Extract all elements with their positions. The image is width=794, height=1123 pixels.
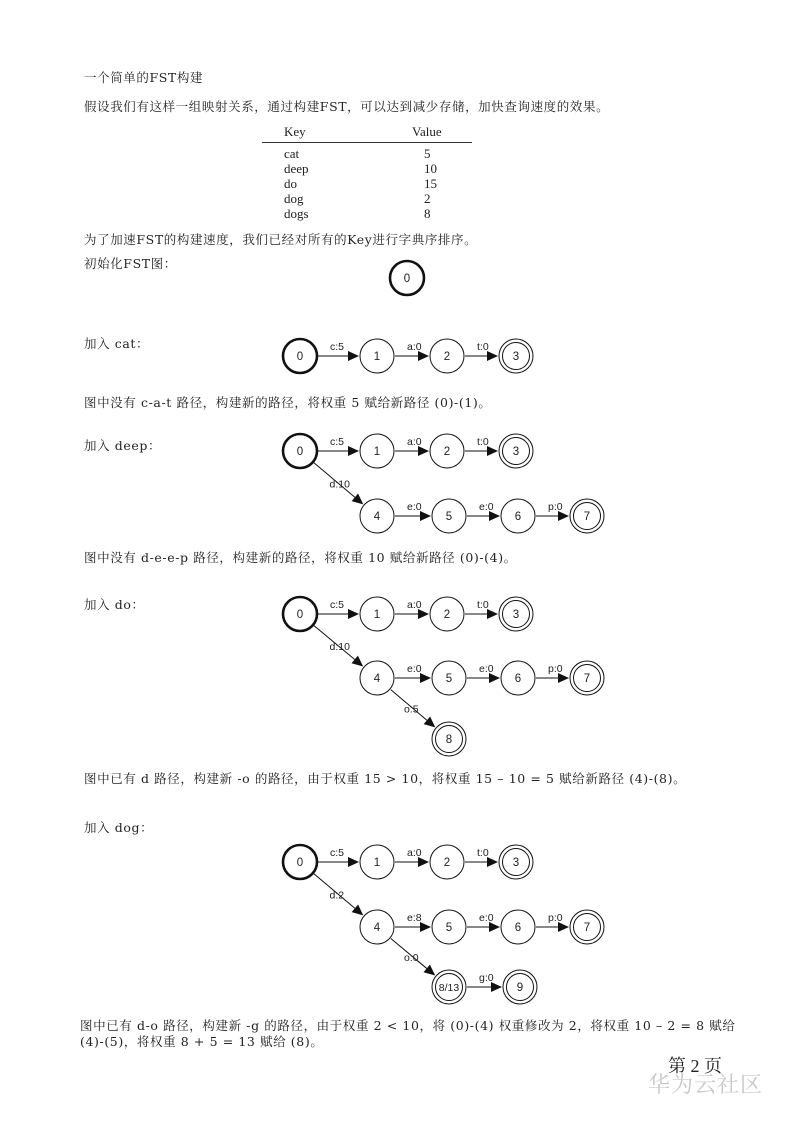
fst-state (430, 434, 464, 468)
state-label: 5 (445, 673, 453, 685)
table-cell-value: 2 (424, 191, 431, 206)
edge-label: d:2 (329, 889, 345, 902)
fst-edge (467, 972, 502, 992)
state-label: 4 (373, 673, 381, 685)
edge-label: c:5 (330, 599, 345, 611)
fst-state (501, 661, 535, 695)
fst-edge (465, 847, 498, 867)
edge-label: e:0 (479, 663, 494, 675)
state-label: 2 (443, 609, 451, 621)
fst-state (360, 910, 394, 944)
fst-state (430, 597, 464, 631)
table-header-value: Value (412, 124, 442, 139)
fst-edge (318, 847, 359, 867)
fst-edge (465, 436, 498, 456)
fst-diagram-deep (0, 425, 794, 540)
edge-label: e:8 (407, 912, 422, 924)
state-label: 5 (445, 922, 453, 934)
state-label: 8/13 (438, 982, 460, 994)
edge-label: a:0 (407, 341, 422, 353)
state-label: 4 (373, 511, 381, 523)
edge-label: a:0 (407, 599, 422, 611)
table-cell-value: 8 (424, 206, 431, 221)
edge-label: a:0 (407, 847, 422, 859)
state-label: 1 (373, 609, 381, 621)
init-label: 初始化FST图： (84, 256, 177, 271)
state-label: 4 (373, 922, 381, 934)
fst-state (432, 722, 466, 756)
fst-state (432, 661, 466, 695)
table-cell-key: dogs (284, 206, 309, 221)
fst-state (432, 910, 466, 944)
fst-diagram-init (0, 250, 794, 310)
state-label: 0 (296, 609, 304, 621)
fst-edge (536, 663, 569, 683)
fst-state (499, 597, 533, 631)
table-row (262, 176, 472, 191)
edge-label: c:5 (330, 847, 345, 859)
edge-label: g:0 (479, 972, 494, 984)
fst-state (499, 339, 533, 373)
edge-label: p:0 (548, 501, 563, 513)
state-label: 5 (445, 511, 453, 523)
fst-edge (391, 690, 436, 728)
fst-edge (536, 501, 569, 521)
edge-label: o:0 (404, 952, 419, 964)
fst-edge (465, 341, 498, 361)
fst-edge (536, 912, 569, 932)
state-label: 3 (512, 351, 520, 363)
fst-state (360, 661, 394, 695)
state-label: 7 (583, 922, 591, 934)
fst-edge (395, 436, 429, 456)
table-row (262, 191, 472, 206)
edge-label: c:5 (330, 341, 345, 353)
state-label: 0 (403, 273, 411, 285)
fst-state (499, 845, 533, 879)
state-label: 7 (583, 673, 591, 685)
fst-state (360, 434, 394, 468)
fst-state (360, 339, 394, 373)
fst-state (570, 661, 604, 695)
table-cell-key: cat (284, 146, 300, 161)
state-label: 6 (514, 922, 522, 934)
fst-edge (395, 599, 429, 619)
state-label: 8 (445, 734, 453, 746)
edge-label: e:0 (407, 501, 422, 513)
fst-state (503, 970, 537, 1004)
sort-note: 为了加速FST的构建速度，我们已经对所有的Key进行字典序排序。 (84, 232, 478, 247)
page-number: 第 2 页 (668, 1056, 722, 1076)
table-cell-key: do (284, 176, 297, 191)
fst-state (360, 499, 394, 533)
fst-edge (467, 912, 500, 932)
fst-edge (318, 341, 359, 361)
edge-label: t:0 (477, 847, 489, 859)
edge-label: d:10 (329, 641, 350, 653)
cat-description: 图中没有 c-a-t 路径，构建新的路径，将权重 5 赋给新路径 (0)-(1)。 (84, 395, 492, 410)
state-label: 2 (443, 446, 451, 458)
table-row (262, 206, 472, 221)
state-label: 2 (443, 351, 451, 363)
fst-state (430, 845, 464, 879)
fst-diagram-do (0, 590, 794, 760)
dog-description-line2: (4)-(5)，将权重 8 + 5 = 13 赋给 (8)。 (80, 1034, 324, 1049)
add-dog-label: 加入 dog： (84, 820, 154, 835)
watermark: 华为云社区 (648, 1073, 764, 1098)
fst-state (432, 970, 466, 1004)
edge-label: t:0 (477, 599, 489, 611)
fst-state (499, 434, 533, 468)
edge-label: p:0 (548, 912, 563, 924)
fst-edge (314, 874, 363, 916)
table-row (262, 146, 472, 161)
fst-edge (318, 436, 359, 456)
table-rule (262, 142, 472, 143)
state-label: 6 (514, 511, 522, 523)
edge-label: c:5 (330, 436, 345, 448)
edge-label: o:5 (404, 703, 419, 716)
fst-state (432, 499, 466, 533)
fst-state (283, 597, 317, 631)
state-label: 3 (512, 446, 520, 458)
fst-state (430, 339, 464, 373)
edge-label: e:0 (479, 912, 494, 924)
edge-label: a:0 (407, 436, 422, 448)
fst-state (570, 499, 604, 533)
fst-diagram-dog (0, 838, 794, 1008)
edge-label: e:0 (479, 501, 494, 513)
fst-edge (465, 599, 498, 619)
table-row (262, 161, 472, 176)
intro-paragraph: 假设我们有这样一组映射关系，通过构建FST，可以达到减少存储，加快查询速度的效果。 (84, 99, 610, 114)
edge-label: p:0 (548, 663, 563, 675)
state-label: 0 (296, 857, 304, 869)
state-label: 1 (373, 857, 381, 869)
fst-diagram-cat (0, 330, 794, 380)
fst-state (283, 845, 317, 879)
fst-state (360, 597, 394, 631)
fst-edge (395, 663, 431, 683)
state-label: 6 (514, 673, 522, 685)
fst-state (501, 910, 535, 944)
state-label: 3 (512, 857, 520, 869)
do-description: 图中已有 d 路径，构建新 -o 的路径，由于权重 15 > 10，将权重 15 – 10 = 5 赋给新路径 (4)-(8)。 (84, 771, 687, 786)
fst-state (360, 845, 394, 879)
edge-label: t:0 (477, 341, 489, 353)
state-label: 2 (443, 857, 451, 869)
deep-description: 图中没有 d-e-e-p 路径，构建新的路径，将权重 10 赋给新路径 (0)-(4)。 (84, 550, 517, 565)
fst-edge (318, 599, 359, 619)
table-cell-value: 15 (424, 176, 437, 191)
state-label: 1 (373, 351, 381, 363)
fst-state (283, 434, 317, 468)
edge-label: t:0 (477, 436, 489, 448)
fst-edge (395, 912, 431, 932)
state-label: 0 (296, 446, 304, 458)
state-label: 0 (296, 351, 304, 363)
state-label: 1 (373, 446, 381, 458)
table-cell-value: 5 (424, 146, 431, 161)
add-do-label: 加入 do： (84, 597, 145, 612)
fst-state (501, 499, 535, 533)
table-header-key: Key (284, 124, 306, 139)
fst-edge (314, 626, 363, 667)
state-label: 7 (583, 511, 591, 523)
fst-edge (314, 463, 363, 505)
dog-description-line1: 图中已有 d-o 路径，构建新 -g 的路径，由于权重 2 < 10，将 (0)-(4) 权重修改为 2，将权重 10 – 2 = 8 赋给 (80, 1018, 736, 1033)
state-label: 3 (512, 609, 520, 621)
add-deep-label: 加入 deep： (84, 438, 162, 453)
fst-edge (467, 501, 500, 521)
fst-edge (467, 663, 500, 683)
fst-edge (395, 341, 429, 361)
add-cat-label: 加入 cat： (84, 336, 150, 351)
fst-state (390, 261, 424, 295)
fst-state (283, 339, 317, 373)
table-cell-key: deep (284, 161, 309, 176)
fst-edge (395, 847, 429, 867)
edge-label: e:0 (407, 663, 422, 675)
fst-edge (395, 501, 431, 521)
state-label: 9 (516, 982, 524, 994)
fst-state (570, 910, 604, 944)
table-cell-key: dog (284, 191, 304, 206)
fst-edge (391, 939, 435, 976)
section-heading: 一个简单的FST构建 (84, 70, 204, 85)
edge-label: d:10 (329, 478, 350, 491)
table-cell-value: 10 (424, 161, 437, 176)
